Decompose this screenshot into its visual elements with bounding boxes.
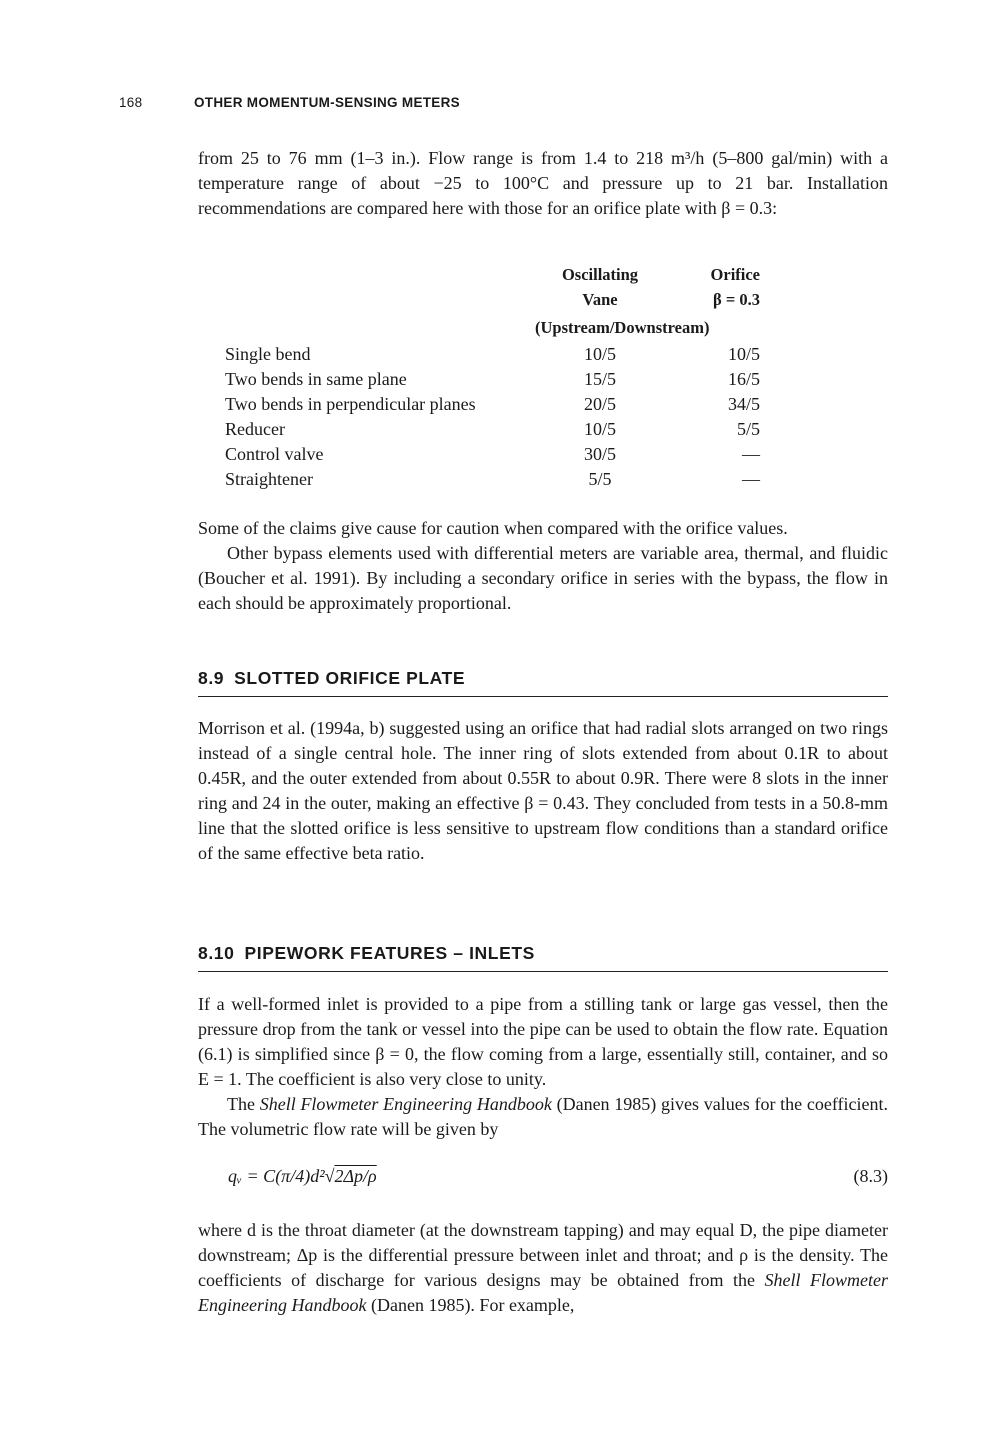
row-vane-value: 15/5 xyxy=(583,369,616,389)
paragraph-text: (Danen 1985). For example, xyxy=(366,1295,575,1315)
intro-paragraph: from 25 to 76 mm (1–3 in.). Flow range is from 1.4 to 218 m³/h (5–800 gal/min) with a temperature range of about −25 to 100°C and pressure up to 21 bar. Installation recommendations are compared here with those for an orifice plate with β = 0.3: xyxy=(198,148,888,218)
section-number: 8.10 xyxy=(198,943,235,963)
after-table-paragraph-2: Other bypass elements used with differential meters are variable area, thermal, and fluidic (Boucher et al. 1991). By including a secondary orifice in series with the bypass, the flow in each should be approximately proportional. xyxy=(198,543,888,613)
row-vane-value: 5/5 xyxy=(588,469,612,489)
running-head xyxy=(119,95,460,110)
paragraph-text: The xyxy=(227,1094,260,1114)
installation-comparison-table xyxy=(225,262,768,492)
running-head-title: OTHER MOMENTUM-SENSING METERS xyxy=(194,95,460,110)
table-col2-header-line1: Orifice xyxy=(710,265,760,284)
row-label: Single bend xyxy=(225,344,311,364)
table-row xyxy=(225,442,768,467)
section-8-9-paragraph: Morrison et al. (1994a, b) suggested using an orifice that had radial slots arranged on two rings instead of a single central hole. The inner ring of slots extended from about 0.1R to about 0.45R, and the outer extended from about 0.55R to about 0.9R. There were 8 slots in the inner ring and 24 in the outer, making an effective β = 0.43. They concluded from tests in a 50.8-mm line that the slotted orifice is less sensitive to upstream flow conditions than a standard orifice of the same effective beta ratio. xyxy=(198,718,888,863)
row-label: Straightener xyxy=(225,469,313,489)
page-number: 168 xyxy=(119,95,143,110)
table-col1-header-line1: Oscillating xyxy=(561,265,639,284)
table-row xyxy=(225,467,768,492)
row-orifice-value: — xyxy=(742,444,760,464)
section-8-10-paragraph-3 xyxy=(198,1218,888,1318)
table-row xyxy=(225,417,768,442)
row-label: Reducer xyxy=(225,419,285,439)
section-number: 8.9 xyxy=(198,668,225,688)
row-orifice-value: 34/5 xyxy=(727,394,760,414)
equation-lhs: qᵥ = C(π/4)d²√ xyxy=(228,1166,335,1186)
equation-8-3 xyxy=(228,1166,888,1187)
row-label: Control valve xyxy=(225,444,324,464)
row-orifice-value: 16/5 xyxy=(727,369,760,389)
row-label: Two bends in same plane xyxy=(225,369,407,389)
table-row xyxy=(225,342,768,367)
after-table-paragraph-1: Some of the claims give cause for caution when compared with the orifice values. xyxy=(198,518,788,538)
intro-paragraph-block xyxy=(198,146,888,221)
section-heading-8-10 xyxy=(198,943,888,972)
equation-number: (8.3) xyxy=(853,1166,888,1186)
row-orifice-value: 5/5 xyxy=(736,419,760,439)
paragraph-text: where d is the throat diameter (at the downstream tapping) and may equal D, the pipe diameter downstream; Δp is the differential pressure between inlet and throat; and ρ is the density. The coefficients of discharge for various designs may be obtained from the xyxy=(198,1220,888,1290)
row-vane-value: 20/5 xyxy=(583,394,616,414)
row-vane-value: 10/5 xyxy=(583,419,616,439)
table-row xyxy=(225,392,768,417)
section-8-9-body-block xyxy=(198,716,888,866)
row-vane-value: 30/5 xyxy=(583,444,616,464)
section-title: SLOTTED ORIFICE PLATE xyxy=(234,668,466,688)
paragraph-text: (Danen 1985) gives values for the coefficient. The volumetric flow rate will be given by xyxy=(198,1094,889,1139)
table-subheader: (Upstream/Downstream) xyxy=(535,317,710,337)
section-heading-8-9 xyxy=(198,668,888,697)
row-label: Two bends in perpendicular planes xyxy=(225,394,476,414)
after-table-block xyxy=(198,516,888,616)
table-col2-header-line2: β = 0.3 xyxy=(713,290,760,309)
section-8-10-paragraph-1: If a well-formed inlet is provided to a pipe from a stilling tank or large gas vessel, then the pressure drop from the tank or vessel into the pipe can be used to obtain the flow rate. Equation (6.1) is simplified since β = 0, the flow coming from a large, essentially still, container, and so E = 1. The coefficient is also very close to unity. xyxy=(198,994,888,1089)
section-8-10-paragraph-2 xyxy=(198,1092,888,1142)
row-vane-value: 10/5 xyxy=(583,344,616,364)
book-title: Shell Flowmeter Engineering Handbook xyxy=(198,1270,888,1315)
book-title: Shell Flowmeter Engineering Handbook xyxy=(259,1094,552,1114)
table-row xyxy=(225,367,768,392)
section-8-10-body-block xyxy=(198,992,888,1142)
section-8-10-tail-block xyxy=(198,1218,888,1318)
section-title: PIPEWORK FEATURES – INLETS xyxy=(244,943,535,963)
equation-radicand: 2Δp/ρ xyxy=(334,1166,377,1186)
table-col1-header-line2: Vane xyxy=(582,290,618,309)
row-orifice-value: 10/5 xyxy=(727,344,760,364)
row-orifice-value: — xyxy=(742,469,760,489)
